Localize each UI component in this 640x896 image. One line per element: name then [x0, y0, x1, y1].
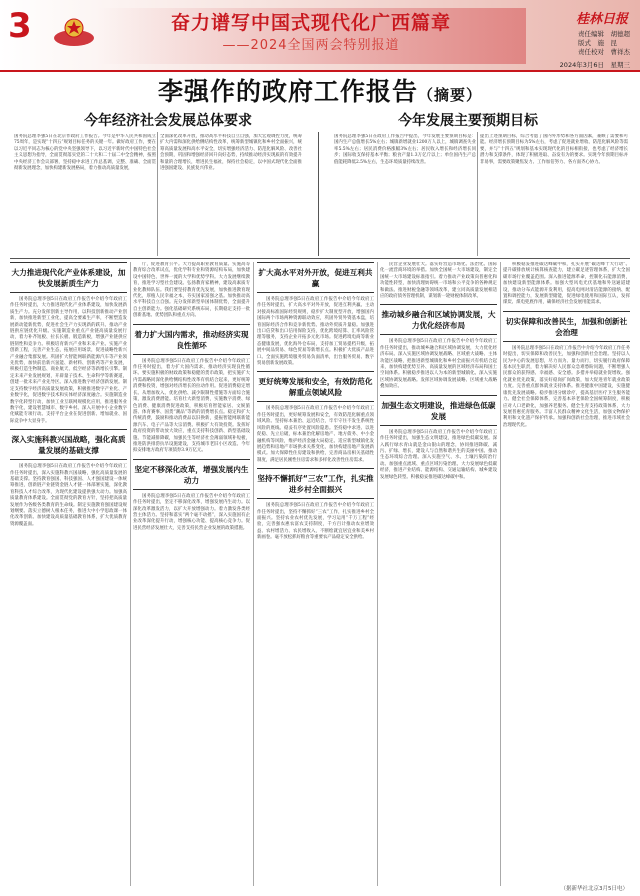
section-heading: 大力推进现代化产业体系建设，加快发展新质生产力 [10, 262, 127, 293]
column-divider [157, 132, 158, 256]
summary-right-text-1: 国务院总理李强5日在政府工作报告中提出，今年发展主要预期目标是：国内生产总值增长5%左右；城镇新增就业1200万人以上，城镇调查失业率5.5%左右；居民消费价格涨幅3%左右；居民收入增长和经济增长同步；国际收支保持基本平衡；粮食产量1.3万亿斤以上；单位国内生产总值能耗降低2.5%左右，生态环境质量持续改善。 [334, 134, 476, 165]
column-divider [130, 262, 131, 886]
column-divider [500, 262, 501, 886]
article-section [133, 262, 250, 320]
article-section [380, 304, 497, 390]
section-body: 国务院总理李强5日在政府工作报告中介绍今年政府工作任务时提出，着力扩大国内需求，推动经济实现良性循环。要实施积极的财政政策和稳健的货币政策，把实施扩大内需战略同深化供给侧结构性改革有机结合起来，更好统筹消费和投资，增强对经济增长的拉动作用。促进消费稳定增长。从增加收入、优化供给、减少限制性措施等方面综合施策，激发消费潜能。培育壮大新型消费，实施数字消费、绿色消费、健康消费促进政策，积极培育智能家居、文娱旅游、体育赛事、国货“潮品”等新的消费增长点。稳定和扩大传统消费，鼓励和推动消费品以旧换新，提振智能网联新能源汽车、电子产品等大宗消费。积极扩大有效投资。发挥好政府投资的带动放大效应，重点支持科技创新、新型基础设施、节能减排降碳，加强民生等经济社会薄弱领域补短板，推进防洪排涝抗旱设施建设，支持城市老旧小区改造。今年拟安排地方政府专项债券3.9万亿元。 [133, 358, 250, 454]
editor-credits [578, 30, 630, 57]
article-section [257, 262, 374, 367]
article-section [257, 468, 374, 541]
section-heading: 切实保障和改善民生，加强和创新社会治理 [503, 311, 630, 342]
summary-left-text-2: 全面深化改革开放，推动高水平科技自立自强，加大宏观调控力度，统筹扩大内需和深化供给侧结构性改革，统筹新型城镇化和乡村全面振兴，统筹高质量发展和高水平安全，切实增强经济活力、防范化解风险、改善社会预期，巩固和增强经济回升向好态势，持续推动经济实现质的有效提升和量的合理增长，增进民生福祉，保持社会稳定，以中国式现代化全面推进强国建设、民族复兴伟业。 [160, 134, 302, 172]
masthead-divider [0, 70, 640, 72]
column-divider [253, 262, 254, 886]
summary-right-title: 今年发展主要预期目标 [398, 113, 538, 129]
column-divider [477, 132, 478, 256]
article-column-1 [10, 262, 127, 892]
summary-left-title: 今年经济社会发展总体要求 [84, 113, 252, 129]
section-body: 国务院总理李强5日在政府工作报告中介绍今年政府工作任务时提出，大力推进现代化产业体系建设，加快发展新质生产力。充分发挥创新主导作用，以科技创新推动产业创新，加快推进新型工业化，提高全要素生产率，不断塑造发展新动能新优势，促进社会生产力实现新的跃升。推动产业链供应链优化升级。实施制造业重点产业链高质量发展行动，着力补齐短板、拉长长板、锻造新板，增强产业链供应链韧性和竞争力。积极培育新兴产业和未来产业。实施产业创新工程，完善产业生态，拓展应用场景，促进战略性新兴产业融合集群发展。巩固扩大智能网联新能源汽车等产业领先优势，加快前沿新兴氢能、新材料、创新药等产业发展，积极打造生物制造、商业航天、低空经济等新增长引擎。制定未来产业发展规划，开辟量子技术、生命科学等新赛道，创建一批未来产业先导区。深入推进数字经济创新发展。制定支持数字经济高质量发展政策，积极推进数字产业化、产业数字化，促进数字技术和实体经济深度融合。实施制造业数字化转型行动，加快工业互联网规模化应用，推进服务业数字化，建设智慧城市、数字乡村。深入开展中小企业数字化赋能专项行动。支持平台企业在促进创新、增加就业、国际竞争中大显身手。 [10, 297, 127, 424]
editor-line: 责任校对 曹祥杰 [578, 48, 630, 56]
section-body: 积极稳妥推进碳达峰碳中和，扎实开展“碳达峰十大行动”。提升碳排放统计核算核查能力，建立碳足迹管理体系，扩大全国碳市场行业覆盖范围。深入推进能源革命，控制化石能源消费，加快建设新型能源体系。加强大型风电光伏基地和外送通道建设，推动分布式能源开发利用，提高电网对清洁能源的接纳、配置和调控能力，发展新型储能，促进绿电使用和国际互认，发挥煤炭、煤电兜底作用，确保经济社会发展用能需求。 [503, 262, 630, 306]
article-column-5 [503, 262, 630, 892]
page-headline [0, 74, 640, 113]
headline-main: 李强作的政府工作报告 [157, 77, 418, 106]
section-body: 国务院总理李强5日在政府工作报告中介绍今年政府工作任务时提出，切实保障和改善民生，加强和创新社会治理。坚持以人民为中心的发展思想，尽力而为、量力而行，切实履行政府保障基本民生职责，着力解决好人民群众急难愁盼问题，不断增强人民群众的获得感、幸福感、安全感。多措并举稳就业促增收。强化就业优先政策，落实好稳岗扩岗政策，加大促进青年就业政策力度。完善重点群体就业支持体系。推进健康中国建设，实施健康优先发展战略。稳步推进分级诊疗，提高基层医疗卫生服务能力。健全社会保障体系，完善基本养老保险全国统筹制度，积极应对人口老龄化，加强养老服务。健全生育支持政策体系，大力发展普惠托育服务。丰富人民群众精神文化生活，加强文物保护利用和文化遗产保护传承。加强和创新社会治理，推进市域社会治理现代化。 [503, 345, 630, 428]
section-divider [10, 258, 630, 259]
section-divider [318, 132, 319, 256]
article-column-4 [380, 262, 497, 892]
section-heading: 着力扩大国内需求，推动经济实现良性循环 [133, 324, 250, 355]
summary-right-text-2: 提出上述预期目标，综合考虑了国内外形势和各方面因素，兼顾了需要和可能。经济增长预期目标为5%左右，考虑了促进就业增收、防范化解风险等需要，并与“十四五”规划和基本实现现代化的目标相衔接，也考虑了经济增长潜力和支撑条件，体现了积极进取、奋发有为的要求。实现今年预期目标并非易事，需要政策聚焦发力、工作加倍努力、各方面齐心协力。 [480, 134, 628, 165]
section-heading: 深入实施科教兴国战略，强化高质量发展的基础支撑 [10, 429, 127, 460]
publication-date: 2024年3月6日 星期三 [559, 61, 630, 69]
article-section [503, 262, 630, 307]
banner-title: 奋力谱写中国式现代化广西篇章 [170, 12, 451, 34]
source-note: （据新华社北京3月5日电） [560, 886, 628, 892]
banner-subtitle: ——2024全国两会特别报道 [222, 38, 400, 53]
page-number: 3 [8, 6, 32, 46]
section-body: 国务院总理李强5日在政府工作报告中介绍今年政府工作任务时提出，更好统筹发展和安全，有效防范化解重点领域风险。坚持标本兼治、远近结合，牢牢守住不发生系统性风险的底线。稳妥有序处置风险隐患。坚持稳中求进、以进促稳、先立后破，标本兼治化解房地产、地方债务、中小金融机构等风险，维护经济金融大局稳定。适应新型城镇化发展趋势和房地产市场供求关系变化，加快构建房地产发展新模式。加大保障性住房建设和供给，完善商品房相关基础性制度，满足居民刚性住房需求和多样化改善性住房需求。 [257, 406, 374, 463]
guangxi-emblem-icon [52, 16, 96, 48]
article-section [503, 311, 630, 429]
masthead [0, 0, 640, 70]
article-section [380, 395, 497, 481]
special-report-banner [96, 8, 526, 64]
section-heading: 坚持不懈抓好“三农”工作，扎实推进乡村全面振兴 [257, 468, 374, 499]
article-section [10, 262, 127, 425]
editor-line: 版式 施 昆 [578, 39, 617, 47]
article-section [380, 262, 497, 300]
section-heading: 坚定不移深化改革，增强发展内生动力 [133, 459, 250, 490]
section-heading: 扩大高水平对外开放，促进互利共赢 [257, 262, 374, 293]
section-body: 国务院总理李强5日在政府工作报告中介绍今年政府工作任务时提出，坚定不移深化改革，增强发展内生动力。以深化改革激发活力，以扩大开放增强动力。着力激发各类经营主体活力。坚持和落实“两个毫不动摇”，深入实施国有企业改革深化提升行动，增强核心功能、提高核心竞争力。促进民营经济发展壮大，完善支持民营企业发展的政策措施。 [133, 493, 250, 531]
section-body: 国务院总理李强5日在政府工作报告中介绍今年政府工作任务时提出，坚持不懈抓好“三农”工作，扎实推进乡村全面振兴。坚持农业农村优先发展，学习运用“千万工程”经验，完善强农惠农富农支持制度，千方百计推动农业增效益、农村增活力、农民增收入，不断绘就宜居宜业和美乡村新画卷。毫不放松抓好粮食等重要农产品稳定安全供给。 [257, 503, 374, 541]
section-body: 国务院总理李强5日在政府工作报告中介绍今年政府工作任务时提出，深入实施科教兴国战略，强化高质量发展的基础支撑。坚持教育强国、科技强国、人才强国建设一体统筹推进，创新链产业链资金链人才链一体部署实施，深化教育科技人才综合改革，为现代化建设提供强大动力。加强高质量教育体系建设。全面贯彻党的教育方针，坚持把高质量发展作为各级各类教育的生命线。制定实施教育强国建设规划纲要。落实立德树人根本任务，推进大中小学思政课一体化改革创新。加快建设高质量基础教育体系，扩大优质教育资源覆盖面。 [10, 464, 127, 527]
article-section [133, 324, 250, 455]
paper-name: 桂林日报 [575, 12, 628, 27]
headline-suffix: （摘要） [418, 86, 483, 104]
section-body: 国务院总理李强5日在政府工作报告中介绍今年政府工作任务时提出，加强生态文明建设，推进绿色低碳发展。深入践行绿水青山就是金山银山的理念，协同推进降碳、减污、扩绿、增长，建设人与自然和谐共生的美丽中国。推动生态环境综合治理。深入实施空气、水、土壤污染防治行动。加强重点流域、重点区域污染治理。大力发展绿色低碳经济，推进产业结构、能源结构、交通运输结构、城乡建设发展绿色转型。积极稳妥推进碳达峰碳中和。 [380, 429, 497, 480]
column-divider [377, 262, 378, 886]
section-body: 厅，促进教育公平。大力提高职业教育质量。实施高等教育综合改革试点，优化学科专业和资源结构布局，加快建设中国特色、世界一流的大学和优势学科。大力发展继续教育，推进学习型社会建设。弘扬教育家精神，建设高素质专业化教师队伍。我们要坚持教育优先发展，加快推进教育现代化，厚植人民幸福之本，夯实国家富强之基。加快推动高水平科技自立自强。充分发挥新型举国体制优势，全面提升自主创新能力。强化基础研究系统布局，长期稳定支持一批创新基地、优势团队和重点方向。 [133, 262, 250, 319]
section-heading: 更好统筹发展和安全，有效防范化解重点领域风险 [257, 371, 374, 402]
section-heading: 加强生态文明建设，推进绿色低碳发展 [380, 395, 497, 426]
section-body: 国务院总理李强5日在政府工作报告中介绍今年政府工作任务时提出，推动城乡融合和区域协调发展，大力优化经济布局。深入实施区域协调发展战略、区域重大战略、主体功能区战略，把推进新型城镇化和乡村全面振兴有机结合起来，加快构建优势互补、高质量发展的区域经济布局和国土空间体系。积极稳步推进以人为本的新型城镇化。深入实施区域协调发展战略。发挥区域协调发展战略、区域重大战略叠加效应。 [380, 339, 497, 390]
section-body: 民营企业发展壮大。落实好营造市场化、法治化、国际化一流营商环境的举措。加快全国统一大市场建设，制定全国统一大市场建设标准指引。着力推动产业政策向普惠化和功能性转型，加快清理妨碍统一市场和公平竞争的各种规定和做法。推进财税金融等领域改革，建立同高质量发展相适应的政府债务管理机制，谋划新一轮财税体制改革。 [380, 262, 497, 300]
article-column-2 [133, 262, 250, 892]
article-section [133, 459, 250, 532]
section-body: 国务院总理李强5日在政府工作报告中介绍今年政府工作任务时提出，扩大高水平对外开放，促进互利共赢。主动对接高标准国际经贸规则，稳步扩大制度型开放，增强国内国际两个市场两种资源联动效应，巩固外贸外资基本盘，培育国际经济合作和竞争新优势。推动外贸质升量稳。加强进出口信贷和出口信用保险支持，优化跨境结算、汇率风险管理等服务，支持企业开拓多元化市场。促进跨境电商等新业态健康发展，优化海外仓布局，支持加工贸易提档升级，拓展中间品贸易、绿色贸易等新增长点。积极扩大优质产品进口。全面实施跨境服务贸易负面清单，出台服务贸易、数字贸易创新发展政策。 [257, 297, 374, 367]
section-heading: 推动城乡融合和区域协调发展，大力优化经济布局 [380, 304, 497, 335]
article-section [257, 371, 374, 464]
article-column-3 [257, 262, 374, 892]
summary-left-text-1: 国务院总理李强5日在北京作政府工作报告。今年是中华人民共和国成立75周年，是实现“十四五”规划目标任务的关键一年。做好政府工作，要在以习近平同志为核心的党中央坚强领导下，以习近平新时代中国特色社会主义思想为指导，全面贯彻落实党的二十大和二十届二中全会精神，按照中央经济工作会议部署，坚持稳中求进工作总基调，完整、准确、全面贯彻新发展理念，加快构建新发展格局，着力推动高质量发展， [14, 134, 156, 172]
editor-line: 责任编辑 胡德超 [578, 30, 630, 38]
article-section [10, 429, 127, 528]
